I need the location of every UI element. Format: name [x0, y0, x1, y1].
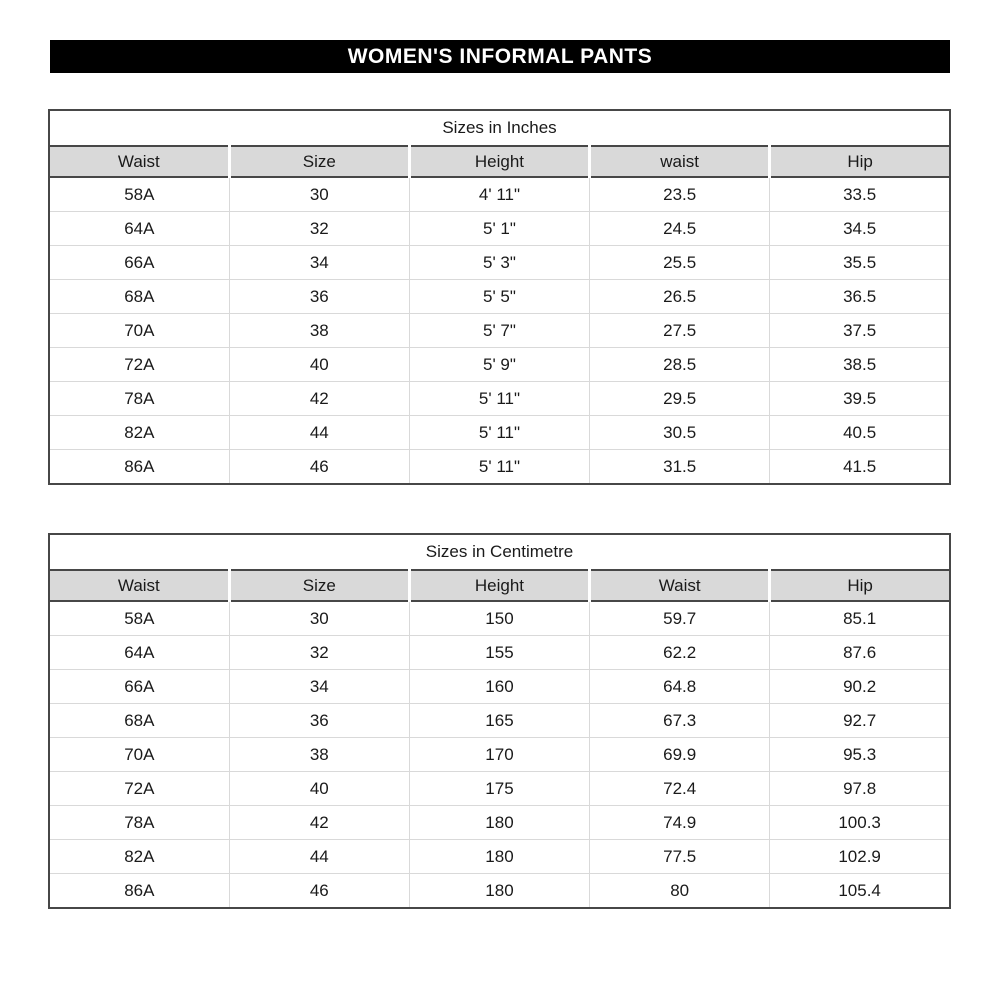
- table-header-row: [49, 570, 950, 601]
- column-header: Hip: [770, 570, 950, 601]
- table-row: [49, 246, 950, 280]
- table-cell: 31.5: [590, 450, 770, 485]
- table-row: [49, 704, 950, 738]
- column-header: Waist: [590, 570, 770, 601]
- table-cell: 85.1: [770, 601, 950, 636]
- table-cell: 30: [229, 177, 409, 212]
- table-cell: 180: [409, 806, 589, 840]
- table-cell: 25.5: [590, 246, 770, 280]
- table-row: [49, 738, 950, 772]
- column-header: waist: [590, 146, 770, 177]
- page-title-banner: [50, 40, 950, 73]
- table-cell: 92.7: [770, 704, 950, 738]
- table-cell: 24.5: [590, 212, 770, 246]
- table-row: [49, 450, 950, 485]
- table-cell: 64A: [49, 636, 229, 670]
- table-cell: 70A: [49, 314, 229, 348]
- sizes-in-centimetre-table: [48, 533, 951, 909]
- table-cell: 34: [229, 246, 409, 280]
- page-title: WOMEN'S INFORMAL PANTS: [347, 44, 653, 68]
- table-cell: 30.5: [590, 416, 770, 450]
- table-body: [49, 177, 950, 484]
- table-cell: 5' 11": [409, 416, 589, 450]
- column-header: Waist: [49, 146, 229, 177]
- table-cell: 39.5: [770, 382, 950, 416]
- table-title: Sizes in Inches: [49, 110, 950, 146]
- table-cell: 46: [229, 874, 409, 909]
- table-cell: 150: [409, 601, 589, 636]
- table-cell: 5' 9": [409, 348, 589, 382]
- column-header: Size: [229, 146, 409, 177]
- table-cell: 33.5: [770, 177, 950, 212]
- column-header: Height: [409, 570, 589, 601]
- table-cell: 66A: [49, 246, 229, 280]
- table-cell: 86A: [124, 880, 155, 900]
- table-cell: 41.5: [770, 450, 950, 485]
- table-cell: 26.5: [590, 280, 770, 314]
- table-cell: 160: [409, 670, 589, 704]
- table-cell: 64.8: [590, 670, 770, 704]
- table-cell: 62.2: [590, 636, 770, 670]
- table-cell: 165: [409, 704, 589, 738]
- table-cell: 90.2: [770, 670, 950, 704]
- table-cell: 97.8: [770, 772, 950, 806]
- table-cell: 68A: [49, 704, 229, 738]
- table-cell: 80: [590, 874, 770, 909]
- table-cell: 82A: [49, 416, 229, 450]
- table-row: [49, 314, 950, 348]
- table-cell: 34: [229, 670, 409, 704]
- table-cell: 78A: [49, 382, 229, 416]
- table-cell: 74.9: [590, 806, 770, 840]
- table-cell: 72.4: [590, 772, 770, 806]
- table-cell: 37.5: [770, 314, 950, 348]
- table-cell: 29.5: [590, 382, 770, 416]
- table-cell: 23.5: [590, 177, 770, 212]
- table-cell: 68A: [49, 280, 229, 314]
- table-cell: 28.5: [590, 348, 770, 382]
- table-row: [49, 348, 950, 382]
- table-cell: 42: [229, 806, 409, 840]
- table-cell: 5' 5": [409, 280, 589, 314]
- table-cell: 175: [409, 772, 589, 806]
- table-cell: 64A: [49, 212, 229, 246]
- table-cell: 69.9: [590, 738, 770, 772]
- table-row: [49, 772, 950, 806]
- table-row: [49, 177, 950, 212]
- table-cell: 70A: [49, 738, 229, 772]
- table-body: [49, 601, 950, 908]
- table-row: [49, 280, 950, 314]
- table-cell: 34.5: [770, 212, 950, 246]
- table-cell: 38: [229, 738, 409, 772]
- table-cell: 5' 11": [409, 382, 589, 416]
- table-title: Sizes in Centimetre: [49, 534, 950, 570]
- table-row: [49, 636, 950, 670]
- table-cell: 170: [409, 738, 589, 772]
- table-cell: 86A: [124, 456, 155, 476]
- table-cell: 180: [409, 874, 589, 909]
- table-cell: 44: [229, 840, 409, 874]
- table-cell: 58A: [49, 601, 229, 636]
- table-cell: 102.9: [770, 840, 950, 874]
- table-cell: 5' 11": [409, 450, 589, 485]
- table-cell: 59.7: [590, 601, 770, 636]
- table-cell: 5' 1": [409, 212, 589, 246]
- table-cell: 36: [229, 280, 409, 314]
- table-cell: 77.5: [590, 840, 770, 874]
- table-cell: 78A: [49, 806, 229, 840]
- table-cell: 72A: [49, 772, 229, 806]
- table-cell: 36: [229, 704, 409, 738]
- table-cell: 27.5: [590, 314, 770, 348]
- table-cell: 180: [409, 840, 589, 874]
- table-cell: 46: [229, 450, 409, 485]
- table-cell: 155: [409, 636, 589, 670]
- table-row: [49, 874, 950, 909]
- table-cell: 72A: [49, 348, 229, 382]
- table-row: [49, 806, 950, 840]
- table-row: [49, 840, 950, 874]
- table-row: [49, 601, 950, 636]
- column-header: Hip: [770, 146, 950, 177]
- table-cell: 5' 7": [409, 314, 589, 348]
- table-cell: 42: [229, 382, 409, 416]
- table-row: [49, 416, 950, 450]
- table-header-row: [49, 146, 950, 177]
- table-row: [49, 212, 950, 246]
- column-header: Size: [229, 570, 409, 601]
- table-row: [49, 670, 950, 704]
- column-header: Waist: [49, 570, 229, 601]
- table-cell: 40: [229, 772, 409, 806]
- table-cell: 58A: [49, 177, 229, 212]
- table-cell: 87.6: [770, 636, 950, 670]
- table-cell: 32: [229, 636, 409, 670]
- table-cell: 36.5: [770, 280, 950, 314]
- table-cell: 30: [229, 601, 409, 636]
- table-cell: 4' 11": [409, 177, 589, 212]
- table-cell: 44: [229, 416, 409, 450]
- table-cell: 67.3: [590, 704, 770, 738]
- table-cell: 5' 3": [409, 246, 589, 280]
- table-cell: 66A: [49, 670, 229, 704]
- table-row: [49, 382, 950, 416]
- table-title-row: [49, 534, 950, 570]
- table-cell: 100.3: [770, 806, 950, 840]
- table-cell: 82A: [49, 840, 229, 874]
- table-title-row: [49, 110, 950, 146]
- table-cell: 35.5: [770, 246, 950, 280]
- table-cell: 38.5: [770, 348, 950, 382]
- table-cell: 40: [229, 348, 409, 382]
- table-cell: 38: [229, 314, 409, 348]
- table-cell: 32: [229, 212, 409, 246]
- table-cell: 105.4: [770, 874, 950, 909]
- table-cell: 40.5: [770, 416, 950, 450]
- column-header: Height: [409, 146, 589, 177]
- sizes-in-inches-table: [48, 109, 951, 485]
- table-cell: 95.3: [770, 738, 950, 772]
